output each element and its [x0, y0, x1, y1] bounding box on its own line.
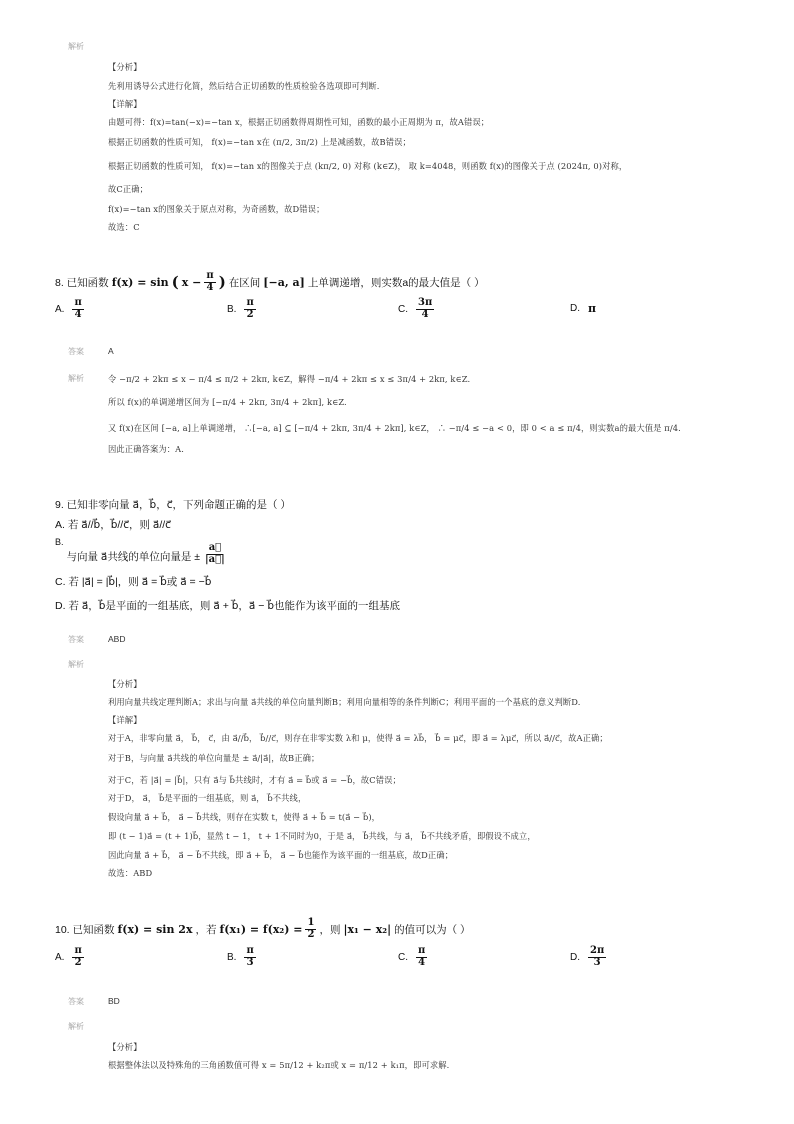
option-d: D. 若 a⃗，b⃗是平面的一组基底，则 a⃗ + b⃗，a⃗ − b⃗也能作为该平面的一组基底	[55, 600, 400, 612]
stem-text: 8. 已知函数	[55, 276, 109, 289]
option-label: B.	[227, 303, 237, 315]
option-a	[55, 298, 84, 320]
explain-line: 根据整体法以及特殊角的三角函数值可得 x = 5π/12 + k₂π或 x = π/12 + k₁π，即可求解.	[108, 1060, 450, 1070]
explain-line: 对于D， a⃗， b⃗是平面的一组基底，则 a⃗， b⃗不共线，	[108, 793, 307, 803]
option-d	[570, 946, 606, 968]
fraction	[244, 298, 255, 320]
fraction-den: 2	[246, 308, 254, 320]
abs-expr: |x₁ − x₂|	[343, 922, 392, 936]
explain-line: 由题可得：f(x)=tan(−x)=−tan x，根据正切函数得周期性可知，函数的最小正周期为 π，故A错误；	[108, 117, 490, 127]
stem-text: 的值可以为（ ）	[394, 923, 471, 936]
explain-line: 故C正确；	[108, 184, 149, 194]
interval-expr: [−a, a]	[263, 275, 305, 289]
option-c	[398, 946, 427, 968]
fraction-den: 2	[307, 928, 315, 940]
fraction	[244, 946, 255, 968]
answer-tag: 答案	[68, 347, 84, 356]
fraction-den: 2	[74, 956, 82, 968]
explain-line: 对于B，与向量 a⃗共线的单位向量是 ± a⃗/|a⃗|，故B正确；	[108, 753, 320, 763]
explain-line: 先利用诱导公式进行化简，然后结合正切函数的性质检验各选项即可判断.	[108, 81, 380, 91]
analysis-heading: 【分析】	[108, 1042, 142, 1052]
explain-line: 因此向量 a⃗ + b⃗， a⃗ − b⃗不共线，即 a⃗ + b⃗， a⃗ − b⃗也能作为该平面的一组基底，故D正确；	[108, 850, 454, 860]
stem-text: 在区间	[228, 276, 261, 289]
fraction-den: 4	[421, 308, 429, 320]
function-expr: f(x) = sin 2x	[117, 922, 193, 936]
fraction-den: 4	[206, 281, 214, 293]
option-d	[570, 302, 596, 315]
stem-text: ，则	[319, 923, 341, 936]
fraction-num: π	[74, 297, 82, 308]
option-label: B.	[227, 951, 237, 963]
fraction	[588, 946, 606, 968]
explain-line: 即 (t − 1)a⃗ = (t + 1)b⃗，显然 t − 1， t + 1不同时为0，于是 a⃗， b⃗共线，与 a⃗， b⃗不共线矛盾，即假设不成立，	[108, 831, 536, 841]
fraction	[416, 298, 434, 320]
fraction	[72, 298, 83, 320]
option-b	[55, 537, 227, 565]
fraction-num: 3π	[418, 297, 433, 308]
explain-line: 令 −π/2 + 2kπ ≤ x − π/4 ≤ π/2 + 2kπ, k∈Z，解得 −π/4 + 2kπ ≤ x ≤ 3π/4 + 2kπ, k∈Z.	[108, 374, 471, 384]
explain-line: 故选：C	[108, 222, 140, 232]
fraction-den: 4	[418, 956, 426, 968]
stem-text: ，若	[195, 923, 217, 936]
explain-line: 所以 f(x)的单调递增区间为 [−π/4 + 2kπ, 3π/4 + 2kπ], k∈Z.	[108, 397, 347, 407]
explain-tag: 解析	[68, 374, 84, 383]
option-text: 与向量 a⃗共线的单位向量是 ±	[66, 550, 201, 563]
fraction	[305, 918, 316, 940]
fraction-den: |a⃗|	[205, 553, 225, 565]
analysis-heading: 【分析】	[108, 679, 142, 689]
fraction-num: π	[246, 297, 254, 308]
detail-heading: 【详解】	[108, 99, 142, 109]
fraction-den: 3	[246, 956, 254, 968]
option-a: A. 若 a⃗//b⃗，b⃗//c⃗，则 a⃗//c⃗	[55, 519, 171, 531]
option-value: π	[588, 302, 597, 315]
explain-tag: 解析	[68, 660, 84, 669]
fraction-num: 2π	[590, 945, 605, 956]
stem-text: 上单调递增，则实数a的最大值是（ ）	[307, 276, 485, 289]
stem-text: 10. 已知函数	[55, 923, 115, 936]
explain-line: 又 f(x)在区间 [−a, a]上单调递增， ∴[−a, a] ⊆ [−π/4 + 2kπ, 3π/4 + 2kπ], k∈Z， ∴ −π/4 ≤ −a < 0，即 0 < a ≤ π/4，则实数a的最大值是 π/4.	[108, 423, 681, 433]
answer-tag: 答案	[68, 997, 84, 1006]
fraction-num: π	[418, 945, 426, 956]
question-stem	[55, 918, 471, 940]
fraction	[72, 946, 83, 968]
fraction-num: π	[246, 945, 254, 956]
explain-tag: 解析	[68, 42, 84, 51]
answer-value: BD	[108, 996, 120, 1006]
option-label: D.	[570, 951, 580, 963]
explain-line: 对于A，非零向量 a⃗， b⃗， c⃗，由 a⃗//b⃗， b⃗//c⃗，则存在非零实数 λ和 μ，使得 a⃗ = λb⃗， b⃗ = μc⃗，即 a⃗ = λμc⃗，所以 a⃗//c⃗，故A正确；	[108, 733, 608, 743]
fraction	[204, 271, 215, 293]
option-label: C.	[398, 303, 408, 315]
option-label: A.	[55, 951, 65, 963]
fraction-den: 4	[74, 308, 82, 320]
explain-line: 对于C，若 |a⃗| = |b⃗|，只有 a⃗与 b⃗共线时，才有 a⃗ = b⃗或 a⃗ = −b⃗，故C错误；	[108, 775, 401, 785]
paren-open: (	[171, 273, 179, 291]
analysis-heading: 【分析】	[108, 62, 142, 72]
fraction-den: 3	[593, 956, 601, 968]
explain-line: f(x)=−tan x的图象关于原点对称，为奇函数，故D错误；	[108, 204, 325, 214]
answer-value: ABD	[108, 634, 126, 644]
option-label: B.	[55, 537, 64, 547]
fraction-num: π	[206, 270, 214, 281]
explain-line: 因此正确答案为：A.	[108, 444, 185, 454]
fraction-num: 1	[307, 917, 315, 928]
option-c: C. 若 |a⃗| = |b⃗|，则 a⃗ = b⃗或 a⃗ = −b⃗	[55, 576, 212, 588]
equation-expr: f(x₁) = f(x₂) =	[219, 922, 303, 936]
function-expr: f(x) = sin	[111, 275, 169, 289]
option-a	[55, 946, 84, 968]
option-b	[227, 946, 256, 968]
explain-line: 假设向量 a⃗ + b⃗， a⃗ − b⃗共线，则存在实数 t，使得 a⃗ + b⃗ = t(a⃗ − b⃗)，	[108, 812, 381, 822]
fraction-num: a⃗	[208, 542, 222, 553]
option-label: A.	[55, 303, 65, 315]
paren-close: )	[218, 273, 226, 291]
explain-tag: 解析	[68, 1022, 84, 1031]
explain-line: 利用向量共线定理判断A；求出与向量 a⃗共线的单位向量判断B；利用向量相等的条件判断C；利用平面的一个基底的意义判断D.	[108, 697, 581, 707]
option-b	[227, 298, 256, 320]
fraction	[203, 543, 227, 565]
function-inner: x −	[181, 275, 202, 289]
answer-tag: 答案	[68, 635, 84, 644]
explain-line: 根据正切函数的性质可知， f(x)=−tan x的图像关于点 (kπ/2, 0) 对称 (k∈Z)， 取 k=4048，则函数 f(x)的图像关于点 (2024π, 0)对称，	[108, 161, 628, 171]
answer-value: A	[108, 346, 114, 356]
option-c	[398, 298, 434, 320]
option-label: C.	[398, 951, 408, 963]
question-stem: 9. 已知非零向量 a⃗，b⃗，c⃗，下列命题正确的是（ ）	[55, 499, 291, 511]
fraction-num: π	[74, 945, 82, 956]
option-label: D.	[570, 303, 580, 314]
explain-line: 故选：ABD	[108, 868, 153, 878]
explain-line: 根据正切函数的性质可知， f(x)=−tan x在 (π/2, 3π/2) 上是减函数，故B错误；	[108, 137, 411, 147]
detail-heading: 【详解】	[108, 715, 142, 725]
question-stem	[55, 271, 485, 293]
fraction	[416, 946, 427, 968]
